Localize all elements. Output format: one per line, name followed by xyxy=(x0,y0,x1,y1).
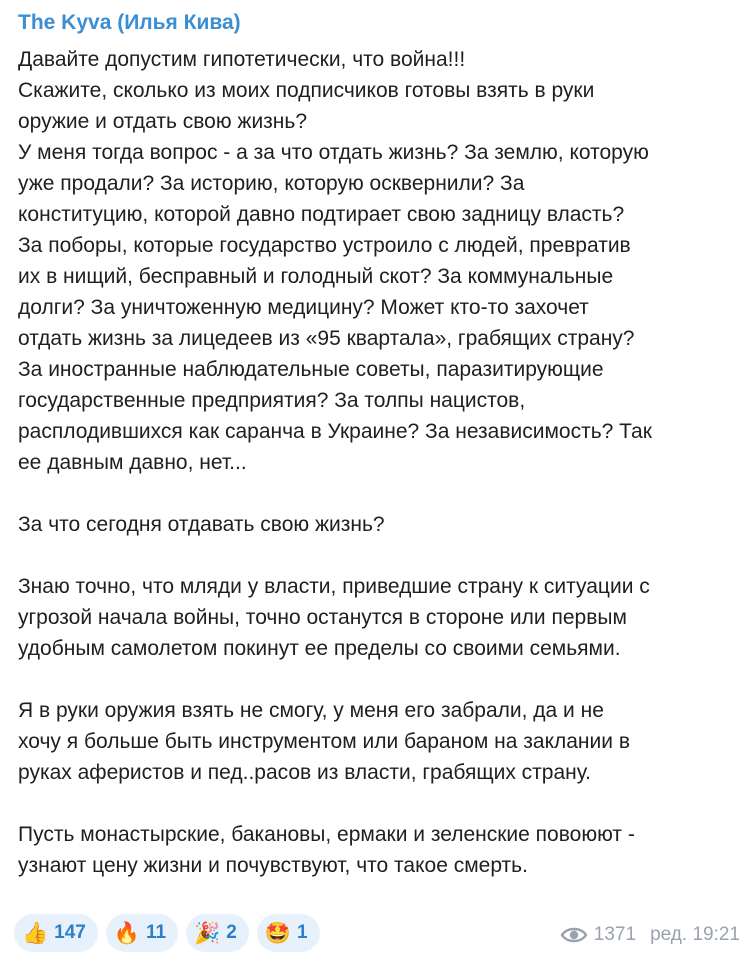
message-bubble xyxy=(18,10,740,881)
text-line: расплодившихся как саранча в Украине? За независимость? Так xyxy=(18,420,652,443)
text-line: оружие и отдать свою жизнь? xyxy=(18,110,308,133)
text-line: конституцию, которой давно подтирает свою задницу власть? xyxy=(18,203,625,226)
reaction-button[interactable] xyxy=(257,914,320,952)
message-meta xyxy=(560,924,740,946)
text-line: уже продали? За историю, которую осквернили? За xyxy=(18,172,525,195)
text-line: Пусть монастырские, бакановы, ермаки и зеленские повоюют - xyxy=(18,823,635,846)
reaction-count: 2 xyxy=(226,922,237,943)
text-line: Давайте допустим гипотетически, что война!!! xyxy=(18,48,466,71)
text-line: узнают цену жизни и почувствуют, что такое смерть. xyxy=(18,854,528,877)
paragraph-gap xyxy=(18,788,740,819)
text-line: За что сегодня отдавать свою жизнь? xyxy=(18,513,385,536)
view-count: 1371 xyxy=(593,924,637,945)
text-line: долги? За уничтоженную медицину? Может кто-то захочет xyxy=(18,296,589,319)
star-struck-icon: 🤩 xyxy=(264,921,291,945)
paragraph-gap xyxy=(18,478,740,509)
text-line: ее давным давно, нет... xyxy=(18,451,247,474)
text-line: хочу я больше быть инструментом или бараном на заклании в xyxy=(18,730,630,753)
party-popper-icon: 🎉 xyxy=(194,921,221,945)
reaction-button[interactable] xyxy=(14,914,98,952)
text-line: Знаю точно, что мляди у власти, приведшие страну к ситуации с xyxy=(18,575,650,598)
reaction-count: 147 xyxy=(54,922,86,943)
text-line: их в нищий, бесправный и голодный скот? За коммунальные xyxy=(18,265,614,288)
text-line: За поборы, которые государство устроило с людей, превратив xyxy=(18,234,631,257)
text-line: руках аферистов и пед..расов из власти, грабящих страну. xyxy=(18,761,591,784)
message-footer xyxy=(14,914,742,954)
text-line: За иностранные наблюдательные советы, паразитирующие xyxy=(18,358,604,381)
reaction-count: 11 xyxy=(146,922,167,943)
channel-name-link[interactable]: The Kyva (Илья Кива) xyxy=(18,11,241,34)
fire-icon: 🔥 xyxy=(113,921,141,945)
paragraph-gap xyxy=(18,540,740,571)
reaction-button[interactable] xyxy=(186,914,249,952)
reaction-count: 1 xyxy=(297,922,308,943)
paragraph-gap xyxy=(18,664,740,695)
text-line: Скажите, сколько из моих подписчиков готовы взять в руки xyxy=(18,79,595,102)
text-line: отдать жизнь за лицедеев из «95 квартала», грабящих страну? xyxy=(18,327,635,350)
text-line: угрозой начала войны, точно останутся в стороне или первым xyxy=(18,606,627,629)
thumbs-up-icon: 👍 xyxy=(22,921,49,945)
reactions-bar xyxy=(14,914,320,952)
text-line: удобным самолетом покинут ее пределы со своими семьями. xyxy=(18,637,621,660)
text-line: государственные предприятия? За толпы нацистов, xyxy=(18,389,526,412)
edited-timestamp: ред. 19:21 xyxy=(650,924,740,945)
text-line: Я в руки оружия взять не смогу, у меня его забрали, да и не xyxy=(18,699,604,722)
reaction-button[interactable] xyxy=(106,914,178,952)
message-text xyxy=(18,44,740,881)
eye-icon xyxy=(560,925,588,945)
text-line: У меня тогда вопрос - а за что отдать жизнь? За землю, которую xyxy=(18,141,649,164)
